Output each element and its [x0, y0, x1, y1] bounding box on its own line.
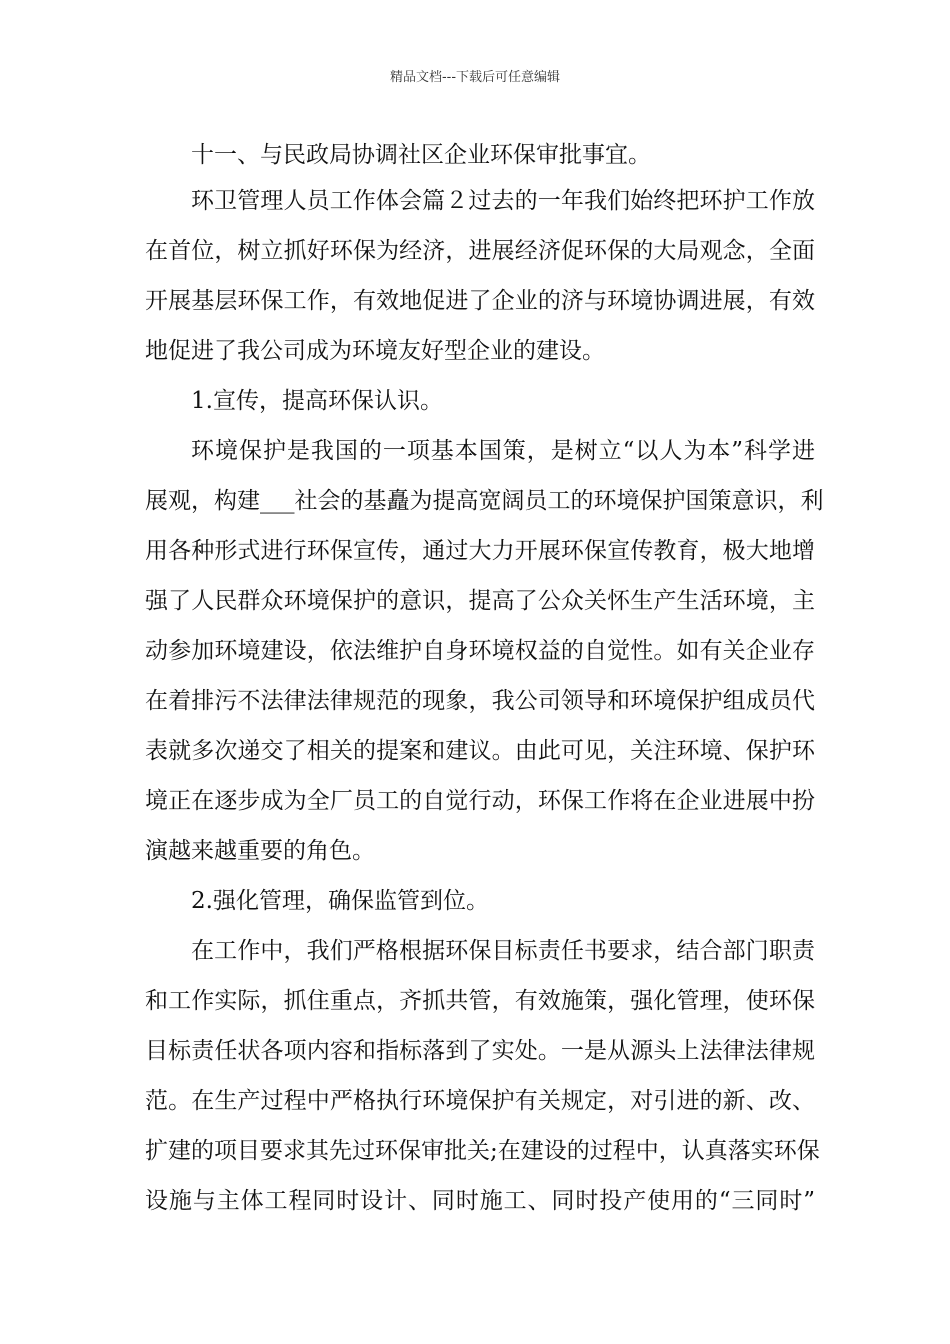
paragraph-line: 在着排污不法律法律规范的现象，我公司领导和环境保护组成员代: [145, 688, 815, 714]
paragraph-line: 目标责任状各项内容和指标落到了实处。一是从源头上法律法律规: [145, 1038, 815, 1064]
paragraph-line: 境正在逐步成为全厂员工的自觉行动，环保工作将在企业进展中扮: [145, 788, 815, 814]
section-heading: 1.宣传，提高环保认识。: [191, 388, 443, 414]
paragraph-line: 用各种形式进行环保宣传，通过大力开展环保宣传教育，极大地增: [145, 538, 815, 564]
paragraph-line: 扩建的项目要求其先过环保审批关;在建设的过程中，认真落实环保: [145, 1138, 820, 1164]
paragraph-line: 地促进了我公司成为环境友好型企业的建设。: [145, 338, 605, 364]
paragraph-line: 在工作中，我们严格根据环保目标责任书要求，结合部门职责: [191, 938, 815, 964]
paragraph-line: 表就多次递交了相关的提案和建议。由此可见，关注环境、保护环: [145, 738, 815, 764]
paragraph-line: 范。在生产过程中严格执行环境保护有关规定，对引进的新、改、: [145, 1088, 815, 1114]
paragraph-line: 环卫管理人员工作体会篇２过去的一年我们始终把环护工作放: [191, 188, 815, 214]
paragraph-line: 开展基层环保工作，有效地促进了企业的济与环境协调进展，有效: [145, 288, 815, 314]
paragraph-line: 设施与主体工程同时设计、同时施工、同时投产使用的“三同时”: [145, 1188, 815, 1214]
paragraph-line: 在首位，树立抓好环保为经济，进展经济促环保的大局观念，全面: [145, 238, 815, 264]
page-header: 精品文档---下载后可任意编辑: [389, 70, 561, 85]
paragraph-line: 动参加环境建设，依法维护自身环境权益的自觉性。如有关企业存: [145, 638, 815, 664]
paragraph-line: 演越来越重要的角色。: [145, 838, 375, 864]
paragraph-line: 十一、与民政局协调社区企业环保审批事宜。: [191, 142, 651, 168]
paragraph-line: 环境保护是我国的一项基本国策，是树立“以人为本”科学进: [191, 438, 815, 464]
paragraph-line: 和工作实际，抓住重点，齐抓共管，有效施策，强化管理，使环保: [145, 988, 815, 1014]
paragraph-line: 强了人民群众环境保护的意识，提高了公众关怀生产生活环境，主: [145, 588, 815, 614]
section-heading: 2.强化管理，确保监管到位。: [191, 888, 489, 914]
paragraph-line: 展观，构建___社会的基矗为提高宽阔员工的环境保护国策意识，利: [145, 488, 824, 514]
